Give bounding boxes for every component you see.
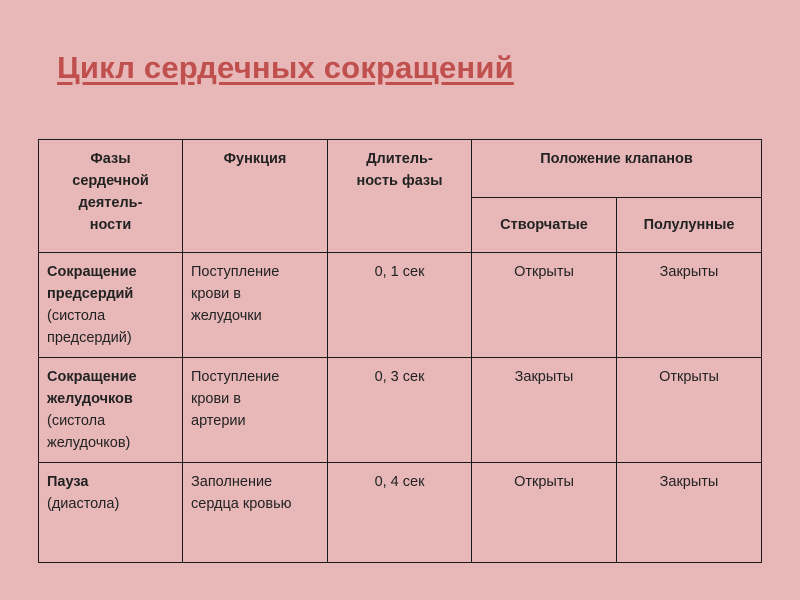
header-duration	[328, 140, 472, 253]
function-cell	[183, 463, 328, 563]
phase-cell	[39, 253, 183, 358]
function-line: крови в	[191, 286, 242, 302]
semilunar-cell: Закрыты	[617, 463, 762, 563]
phase-name: Сокращение	[47, 369, 137, 385]
header-phases	[39, 140, 183, 253]
semilunar-cell: Открыты	[617, 358, 762, 463]
header-phases-line: ности	[89, 217, 132, 233]
cardiac-cycle-table	[38, 139, 762, 563]
function-line: сердца кровью	[191, 496, 292, 512]
phase-note: предсердий)	[47, 330, 132, 346]
function-line: крови в	[191, 391, 242, 407]
phase-note: (систола	[47, 308, 106, 324]
duration-cell: 0, 3 сек	[328, 358, 472, 463]
header-phases-line: сердечной	[72, 173, 149, 189]
function-cell	[183, 358, 328, 463]
phase-name: Пауза	[47, 474, 89, 490]
page-title: Цикл сердечных сокращений	[57, 50, 514, 85]
header-function: Функция	[183, 140, 328, 253]
header-semilunar-valves: Полулунные	[617, 198, 762, 253]
phase-cell	[39, 358, 183, 463]
header-duration-line: ность фазы	[356, 173, 443, 189]
duration-cell: 0, 1 сек	[328, 253, 472, 358]
function-line: Поступление	[191, 369, 280, 385]
phase-note: (систола	[47, 413, 106, 429]
duration-cell: 0, 4 сек	[328, 463, 472, 563]
leaflet-cell: Открыты	[472, 463, 617, 563]
function-line: Поступление	[191, 264, 280, 280]
phase-cell	[39, 463, 183, 563]
function-cell	[183, 253, 328, 358]
header-phases-line: деятель-	[78, 195, 143, 211]
header-leaflet-valves: Створчатые	[472, 198, 617, 253]
function-line: желудочки	[191, 308, 262, 324]
phase-name: предсердий	[47, 286, 134, 302]
phase-note: желудочков)	[47, 435, 131, 451]
table-header-row	[39, 140, 762, 198]
leaflet-cell: Открыты	[472, 253, 617, 358]
table-row	[39, 253, 762, 358]
function-line: артерии	[191, 413, 246, 429]
semilunar-cell: Закрыты	[617, 253, 762, 358]
table-row	[39, 463, 762, 563]
leaflet-cell: Закрыты	[472, 358, 617, 463]
header-phases-line: Фазы	[90, 151, 131, 167]
function-line: Заполнение	[191, 474, 273, 490]
phase-name: Сокращение	[47, 264, 137, 280]
header-valves: Положение клапанов	[472, 140, 762, 198]
phase-note: (диастола)	[47, 496, 120, 512]
header-duration-line: Длитель-	[366, 151, 433, 167]
phase-name: желудочков	[47, 391, 133, 407]
table-row	[39, 358, 762, 463]
